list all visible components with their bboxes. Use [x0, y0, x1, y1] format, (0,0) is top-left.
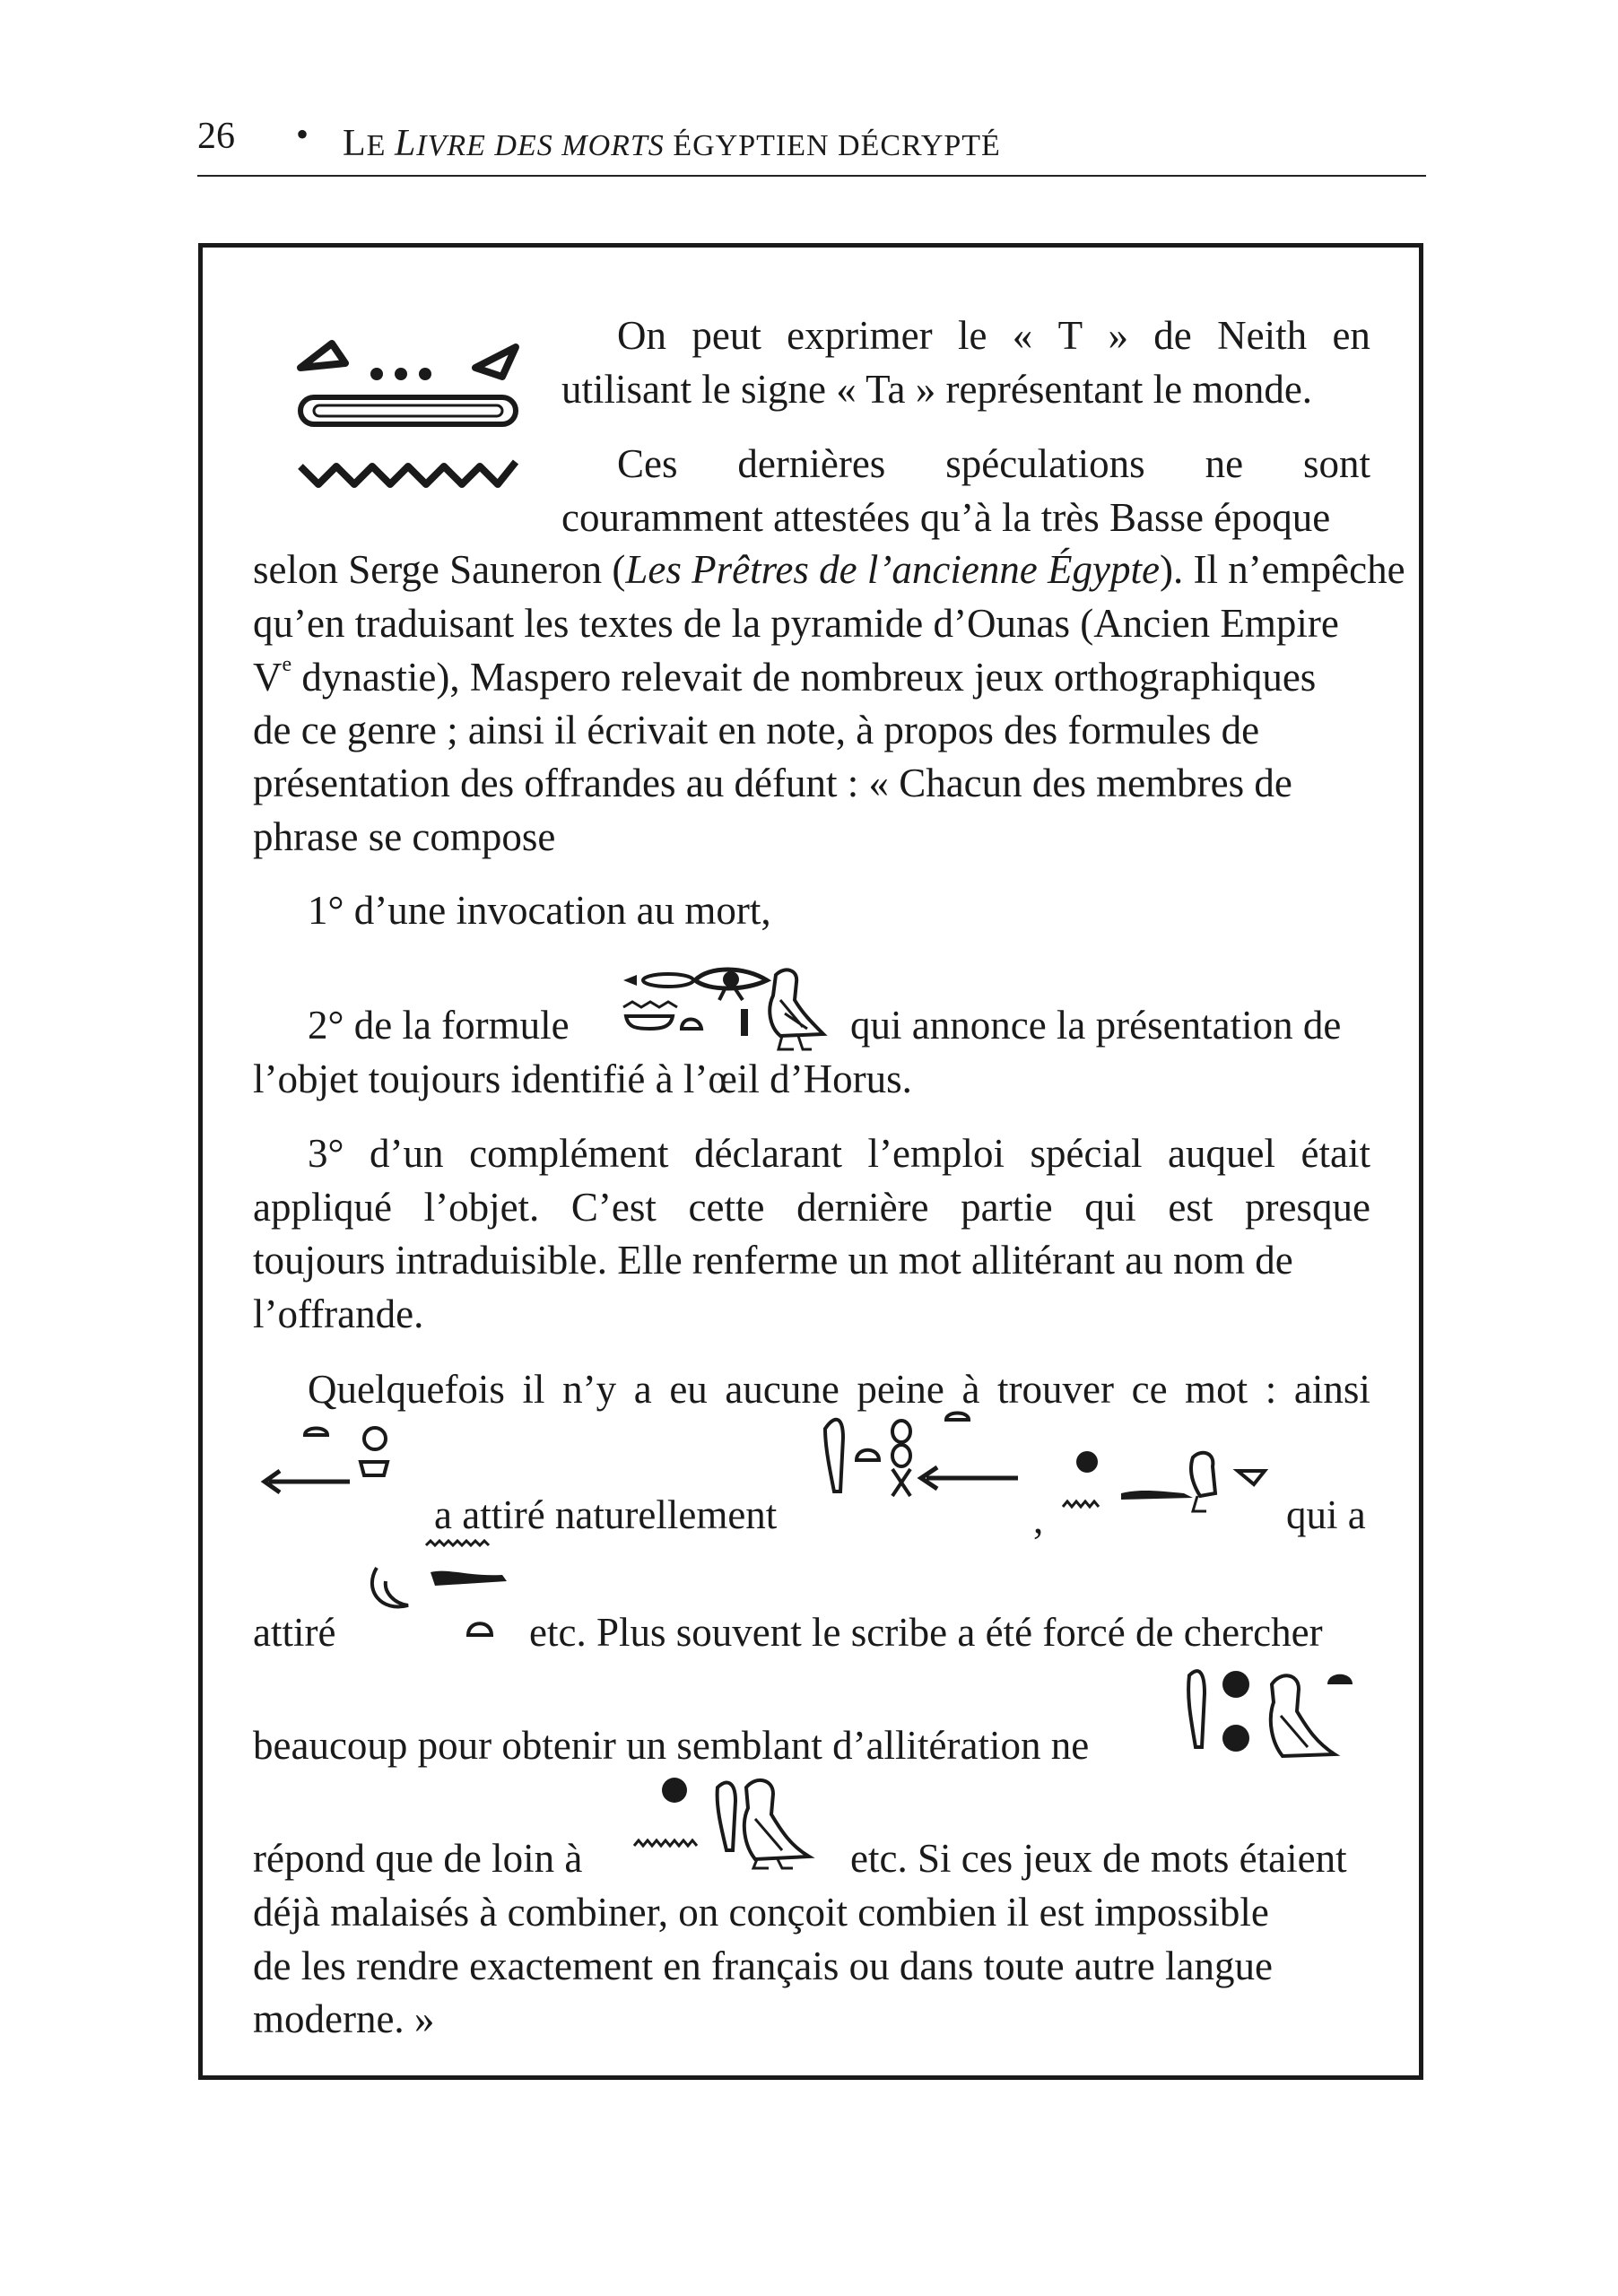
hieroglyph-group-5 [1182, 1666, 1361, 1765]
book-title: Les Prêtres de l’ancienne Égypte [625, 547, 1160, 592]
p2-line-8: phrase se compose [253, 814, 556, 859]
p6-line-4: beaucoup pour obtenir un semblant d’allitération ne [253, 1723, 1090, 1768]
hieroglyph-group-6 [630, 1774, 845, 1873]
header-rule [197, 175, 1426, 177]
p2-line-3: selon Serge Sauneron (Les Prêtres de l’ancienne Égypte). Il n’empêche [253, 547, 1405, 592]
p5-line-2: appliqué l’objet. C’est cette dernière partie qui est presque [253, 1185, 1370, 1230]
p6-line-2a: a attiré naturellement [434, 1492, 778, 1537]
p5-line-4: l’offrande. [253, 1292, 424, 1336]
p2-line-6: de ce genre ; ainsi il écrivait en note, à propos des formules de [253, 708, 1260, 752]
p6-line-8: moderne. » [253, 1996, 435, 2041]
p2-line-5: Ve dynastie), Maspero relevait de nombreux jeux orthographiques [253, 653, 1317, 700]
hieroglyph-group-2 [821, 1415, 1036, 1523]
p5-line-3: toujours intraduisible. Elle renferme un mot allitérant au nom de [253, 1238, 1293, 1283]
p6-line-3b: etc. Plus souvent le scribe a été forcé de chercher [529, 1610, 1323, 1655]
p6-line-1: Quelquefois il n’y a eu aucune peine à trouver ce mot : ainsi [308, 1367, 1370, 1412]
p6-line-5a: répond que de loin à [253, 1836, 583, 1881]
header-bullet: • [296, 114, 309, 154]
p6-line-2b: qui a [1286, 1492, 1366, 1537]
formula-hieroglyph [619, 964, 830, 1058]
p4-line-1b: qui annonce la présentation de [850, 1003, 1342, 1048]
p6-line-5b: etc. Si ces jeux de mots étaient [850, 1836, 1347, 1881]
p6-line-7: de les rendre exactement en français ou dans toute autre langue [253, 1944, 1273, 1988]
p5-line-1: 3° d’un complément déclarant l’emploi spécial auquel était [308, 1131, 1370, 1176]
p6-line-2-comma: , [1033, 1497, 1044, 1542]
p2-line-2: couramment attestées qu’à la très Basse époque [561, 495, 1331, 540]
hieroglyph-group-3 [1058, 1444, 1274, 1516]
hieroglyph-group-1 [260, 1426, 395, 1516]
neith-hieroglyph [296, 336, 520, 502]
running-header [197, 115, 1426, 178]
p6-line-6: déjà malaisés à combiner, on conçoit combien il est impossible [253, 1890, 1269, 1935]
p2-line-1: Ces dernières spéculations ne sont [617, 441, 1370, 486]
p1-line-1: On peut exprimer le « T » de Neith en [617, 313, 1370, 358]
running-title: LE LIVRE DES MORTS ÉGYPTIEN DÉCRYPTÉ [343, 123, 1001, 164]
p6-line-3a: attiré [253, 1610, 336, 1655]
page-number: 26 [197, 116, 235, 157]
p4-line-2: l’objet toujours identifié à l’œil d’Horus. [253, 1057, 912, 1101]
hieroglyph-group-4 [359, 1541, 516, 1648]
p2-line-7: présentation des offrandes au défunt : « Chacun des membres de [253, 761, 1292, 805]
p1-line-2: utilisant le signe « Ta » représentant le monde. [561, 367, 1313, 412]
p2-line-4: qu’en traduisant les textes de la pyramide d’Ounas (Ancien Empire [253, 601, 1339, 646]
p3-line-1: 1° d’une invocation au mort, [308, 888, 771, 933]
p4-line-1a: 2° de la formule [308, 1003, 570, 1048]
